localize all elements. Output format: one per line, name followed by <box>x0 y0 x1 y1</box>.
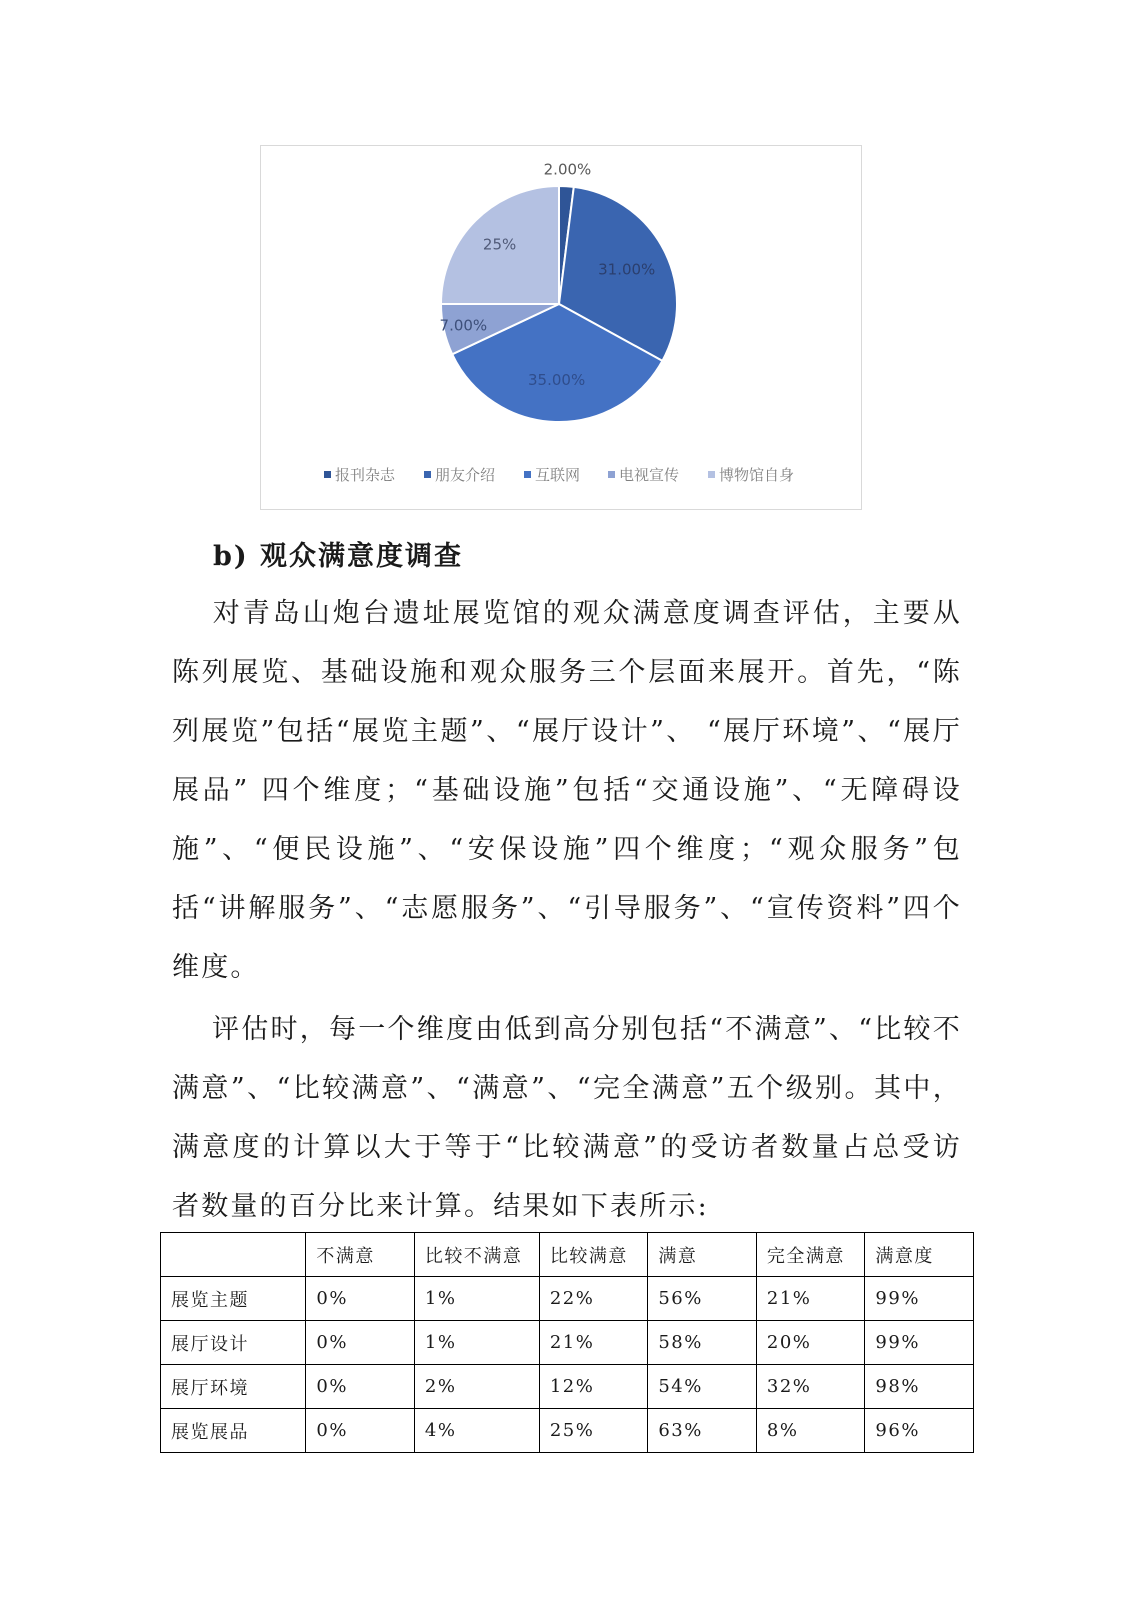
satisfaction-table <box>160 1232 974 1453</box>
paragraph-1-text: 对青岛山炮台遗址展览馆的观众满意度调查评估，主要从陈列展览、基础设施和观众服务三个层面来展开。首先，“陈列展览”包括“展览主题”、“展厅设计”、 “展厅环境”、“展厅展品” 四个维度；“基础设施”包括“交通设施”、“无障碍设施”、“便民设施”、“安保设施”四个维度；“观众服务”包括“讲解服务”、“志愿服务”、“引导服务”、“宣传资料”四个维度。 <box>172 598 962 983</box>
table-cell: 展厅环境 <box>161 1365 306 1409</box>
pie-chart <box>260 145 862 510</box>
paragraph-2 <box>172 1000 962 1236</box>
table-cell: 1% <box>414 1321 539 1365</box>
table-cell: 98% <box>865 1365 974 1409</box>
table-header-cell: 满意度 <box>865 1233 974 1277</box>
table-row <box>161 1365 974 1409</box>
table-cell: 展厅设计 <box>161 1321 306 1365</box>
paragraph-2-text: 评估时，每一个维度由低到高分别包括“不满意”、“比较不满意”、“比较满意”、“满意”、“完全满意”五个级别。其中，满意度的计算以大于等于“比较满意”的受访者数量占总受访者数量的百分比来计算。结果如下表所示: <box>172 1014 962 1222</box>
table-cell: 54% <box>648 1365 757 1409</box>
table-cell: 1% <box>414 1277 539 1321</box>
paragraph-1 <box>172 584 962 997</box>
table-header-cell: 比较不满意 <box>414 1233 539 1277</box>
table-cell: 21% <box>539 1321 648 1365</box>
section-heading: b) 观众满意度调查 <box>213 541 464 572</box>
table-cell: 展览展品 <box>161 1409 306 1453</box>
pie-data-label: 7.00% <box>439 316 488 335</box>
pie-data-label: 25% <box>482 235 517 254</box>
table-header-cell: 比较满意 <box>539 1233 648 1277</box>
table-cell: 0% <box>306 1409 415 1453</box>
table-cell: 展览主题 <box>161 1277 306 1321</box>
legend-label: 朋友介绍 <box>435 466 496 484</box>
pie-data-label: 35.00% <box>528 370 586 389</box>
table-cell: 96% <box>865 1409 974 1453</box>
legend-label: 报刊杂志 <box>335 466 396 484</box>
table-row <box>161 1409 974 1453</box>
table-cell: 20% <box>756 1321 865 1365</box>
table-cell: 8% <box>756 1409 865 1453</box>
table-row <box>161 1321 974 1365</box>
table-cell: 22% <box>539 1277 648 1321</box>
table-cell: 56% <box>648 1277 757 1321</box>
legend-label: 互联网 <box>535 466 581 484</box>
table-row <box>161 1277 974 1321</box>
table-cell: 0% <box>306 1321 415 1365</box>
legend-swatch <box>608 471 615 478</box>
legend-label: 电视宣传 <box>619 466 680 484</box>
legend-swatch <box>424 471 431 478</box>
table-cell: 4% <box>414 1409 539 1453</box>
pie-chart-svg <box>261 146 861 509</box>
table-cell: 21% <box>756 1277 865 1321</box>
legend-swatch <box>524 471 531 478</box>
legend-swatch <box>708 471 715 478</box>
pie-data-label: 2.00% <box>543 160 592 179</box>
table-cell: 2% <box>414 1365 539 1409</box>
table-cell: 58% <box>648 1321 757 1365</box>
table-header-cell <box>161 1233 306 1277</box>
pie-data-label: 31.00% <box>598 260 656 279</box>
table-cell: 63% <box>648 1409 757 1453</box>
table-cell: 0% <box>306 1277 415 1321</box>
table-header-cell: 满意 <box>648 1233 757 1277</box>
table-header-row <box>161 1233 974 1277</box>
table-cell: 12% <box>539 1365 648 1409</box>
table-header-cell: 不满意 <box>306 1233 415 1277</box>
table-cell: 25% <box>539 1409 648 1453</box>
legend-label: 博物馆自身 <box>719 466 795 484</box>
table-header-cell: 完全满意 <box>756 1233 865 1277</box>
table-cell: 99% <box>865 1277 974 1321</box>
legend-swatch <box>324 471 331 478</box>
table-cell: 99% <box>865 1321 974 1365</box>
table-cell: 0% <box>306 1365 415 1409</box>
table-cell: 32% <box>756 1365 865 1409</box>
